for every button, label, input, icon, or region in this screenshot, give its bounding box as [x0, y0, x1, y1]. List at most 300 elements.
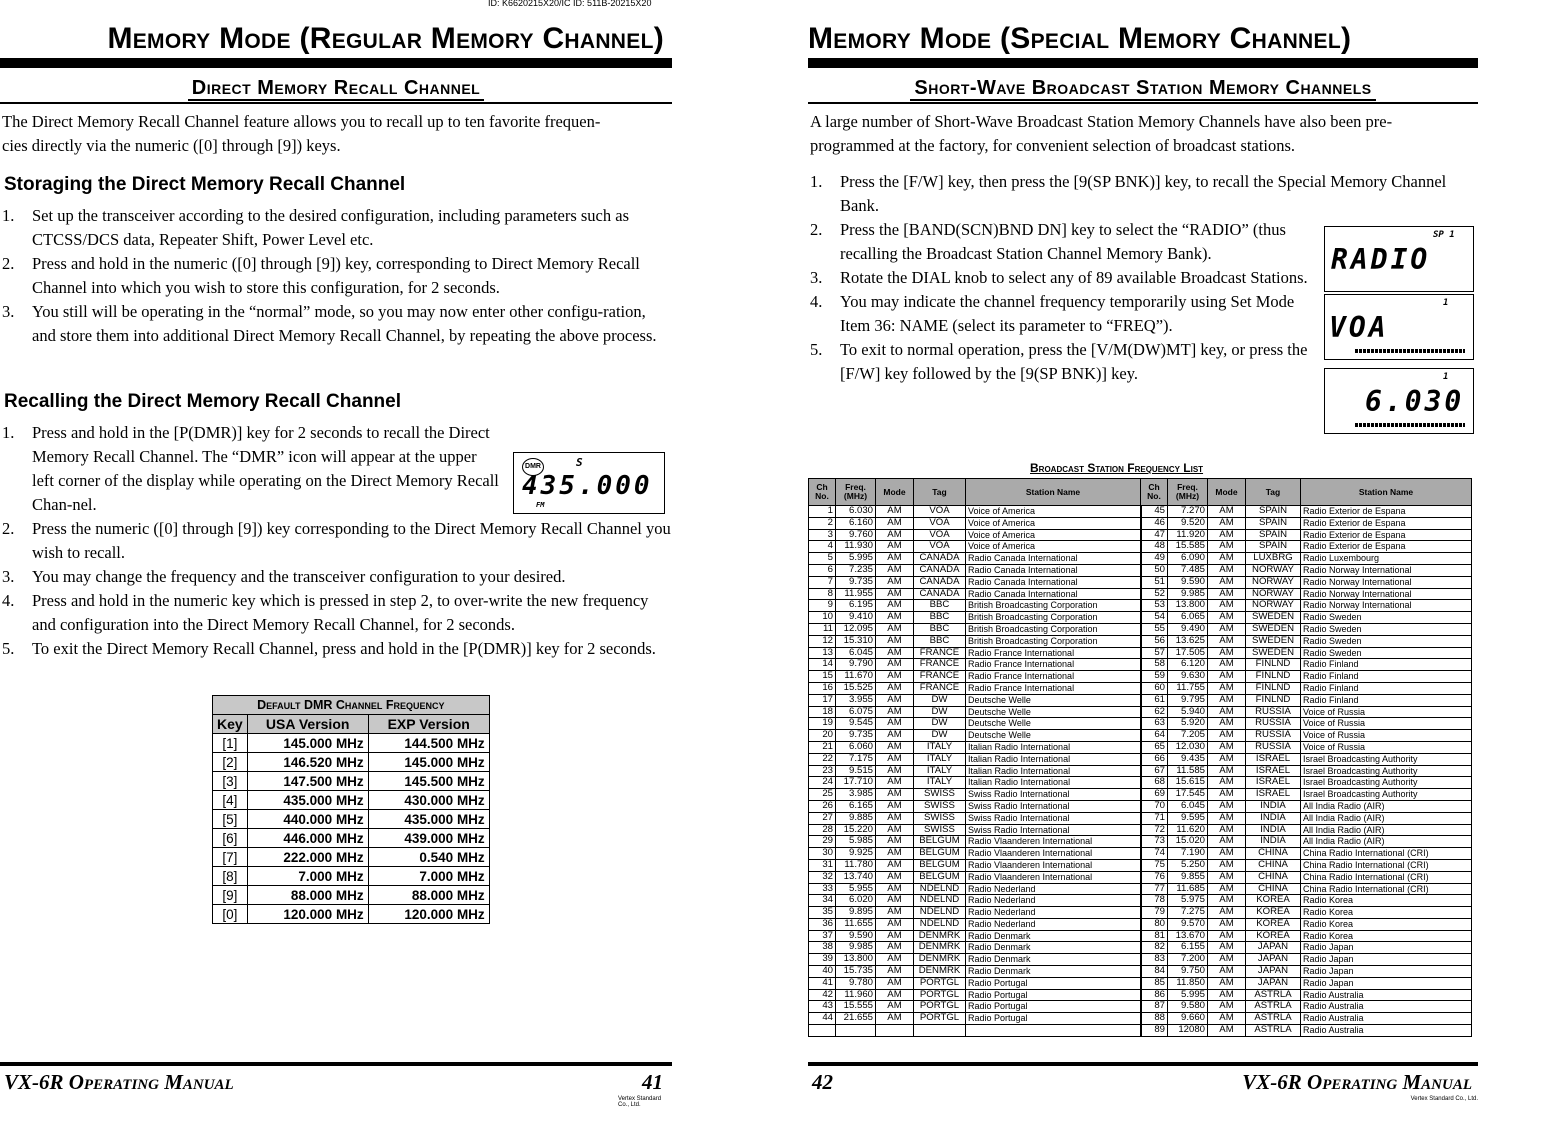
key-cell: [4] — [213, 791, 248, 810]
table-row — [809, 836, 1472, 848]
station-name-cell: Radio Canada International — [966, 576, 1141, 588]
step-text: Press the [F/W] key, then press the [9(SP BNK)] key, to recall the Special Memory Channel Bank. — [840, 172, 1447, 215]
table-row — [809, 883, 1472, 895]
tag-cell: PORTGL — [914, 977, 966, 989]
page-title: Memory Mode (Special Memory Channel) — [808, 22, 1352, 55]
station-name-cell: China Radio International (CRI) — [1301, 871, 1472, 883]
ch-no-cell: 59 — [1141, 671, 1168, 683]
station-name-cell: Radio Sweden — [1301, 623, 1472, 635]
mode-cell: AM — [876, 541, 914, 553]
tag-cell: FRANCE — [914, 682, 966, 694]
freq-cell: 9.855 — [1168, 871, 1208, 883]
ch-no-cell: 18 — [809, 706, 836, 718]
station-name-cell: Italian Radio International — [966, 765, 1141, 777]
tag-cell: BELGUM — [914, 859, 966, 871]
freq-cell: 15.310 — [836, 635, 876, 647]
ch-no-cell: 50 — [1141, 564, 1168, 576]
freq-cell: 9.590 — [836, 930, 876, 942]
tag-cell: ITALY — [914, 777, 966, 789]
station-name-cell: Radio Australia — [1301, 1025, 1472, 1037]
step-item — [0, 565, 672, 589]
ch-no-cell: 54 — [1141, 612, 1168, 624]
ch-no-cell: 80 — [1141, 918, 1168, 930]
ch-no-cell: 62 — [1141, 706, 1168, 718]
station-name-cell: Radio France International — [966, 682, 1141, 694]
ch-no-cell: 4 — [809, 541, 836, 553]
table-row — [809, 966, 1472, 978]
tag-cell: CANADA — [914, 576, 966, 588]
mode-cell: AM — [1208, 506, 1246, 518]
ch-no-cell: 1 — [809, 506, 836, 518]
mode-cell — [876, 1025, 914, 1037]
mode-cell: AM — [1208, 730, 1246, 742]
footer-title: VX-6R Operating Manual — [1242, 1070, 1472, 1094]
tag-cell: NORWAY — [1246, 576, 1301, 588]
tag-cell: RUSSIA — [1246, 718, 1301, 730]
mode-cell: AM — [876, 753, 914, 765]
mode-cell: AM — [1208, 918, 1246, 930]
column-header: Station Name — [966, 479, 1141, 506]
mode-cell: AM — [1208, 836, 1246, 848]
mode-cell: AM — [1208, 848, 1246, 860]
tag-cell: BELGUM — [914, 848, 966, 860]
station-name-cell: Radio Portugal — [966, 977, 1141, 989]
ch-no-cell: 37 — [809, 930, 836, 942]
mode-cell: AM — [1208, 871, 1246, 883]
station-name-cell: Deutsche Welle — [966, 706, 1141, 718]
station-name-cell: All India Radio (AIR) — [1301, 812, 1472, 824]
tag-cell: RUSSIA — [1246, 730, 1301, 742]
tag-cell: SWEDEN — [1246, 623, 1301, 635]
station-name-cell: Voice of Russia — [1301, 730, 1472, 742]
station-name-cell: British Broadcasting Corporation — [966, 612, 1141, 624]
freq-cell: 5.995 — [1168, 989, 1208, 1001]
mode-cell: AM — [876, 588, 914, 600]
tag-cell: CHINA — [1246, 848, 1301, 860]
freq-cell: 13.625 — [1168, 635, 1208, 647]
station-name-cell: Swiss Radio International — [966, 800, 1141, 812]
mode-cell: AM — [1208, 1001, 1246, 1013]
usa-frequency-cell: 7.000 MHz — [247, 867, 368, 886]
station-name-cell: China Radio International (CRI) — [1301, 859, 1472, 871]
freq-cell: 9.410 — [836, 612, 876, 624]
ch-no-cell: 24 — [809, 777, 836, 789]
mode-cell: AM — [1208, 694, 1246, 706]
fcc-id: ID: K6620215X20/IC ID: 511B-20215X20 — [488, 0, 652, 8]
storing-steps — [0, 204, 672, 348]
table-row — [809, 954, 1472, 966]
freq-cell: 9.660 — [1168, 1013, 1208, 1025]
freq-cell: 9.925 — [836, 848, 876, 860]
heading-storing: Storaging the Direct Memory Recall Channel — [4, 174, 406, 195]
mode-cell: AM — [876, 789, 914, 801]
tag-cell: FINLND — [1246, 682, 1301, 694]
table-row — [213, 734, 490, 753]
freq-cell: 9.580 — [1168, 1001, 1208, 1013]
freq-cell: 6.075 — [836, 706, 876, 718]
step-item — [808, 266, 1320, 290]
station-name-cell: Radio France International — [966, 647, 1141, 659]
step-text: Rotate the DIAL knob to select any of 89 available Broadcast Stations. — [840, 268, 1308, 287]
freq-cell: 21.655 — [836, 1013, 876, 1025]
mode-cell: AM — [1208, 635, 1246, 647]
table-row — [809, 588, 1472, 600]
station-name-cell: China Radio International (CRI) — [1301, 883, 1472, 895]
station-name-cell — [966, 1025, 1141, 1037]
freq-cell: 11.955 — [836, 588, 876, 600]
tag-cell: DENMRK — [914, 954, 966, 966]
lcd-small-label: SP 1 — [1433, 230, 1455, 240]
mode-cell: AM — [876, 659, 914, 671]
freq-cell: 13.800 — [1168, 600, 1208, 612]
mode-cell: AM — [876, 741, 914, 753]
page-title: Memory Mode (Regular Memory Channel) — [107, 22, 664, 55]
ch-no-cell: 14 — [809, 659, 836, 671]
table-row — [809, 682, 1472, 694]
station-name-cell: Radio Finland — [1301, 682, 1472, 694]
left-page — [0, 0, 672, 1130]
freq-cell: 9.760 — [836, 529, 876, 541]
step-item — [0, 252, 672, 300]
tag-cell: SWISS — [914, 800, 966, 812]
ch-no-cell: 78 — [1141, 895, 1168, 907]
station-name-cell: Radio Japan — [1301, 954, 1472, 966]
freq-cell: 17.545 — [1168, 789, 1208, 801]
table-row — [809, 659, 1472, 671]
step-text: Press and hold in the numeric key which is pressed in step 2, to over-write the new frequency and configuration into the Direct Memory Recall Channel, for 2 seconds. — [32, 591, 649, 634]
mode-cell: AM — [876, 623, 914, 635]
freq-cell: 6.060 — [836, 741, 876, 753]
tag-cell: SWISS — [914, 789, 966, 801]
ch-no-cell: 87 — [1141, 1001, 1168, 1013]
tag-cell: NORWAY — [1246, 600, 1301, 612]
tag-cell: BBC — [914, 600, 966, 612]
step-text: Press and hold in the numeric ([0] through [9]) key, corresponding to Direct Memory Recall Channel into which you wish to store this configuration, for 2 seconds. — [32, 254, 640, 297]
usa-frequency-cell: 435.000 MHz — [247, 791, 368, 810]
lcd-signal-bar — [1355, 349, 1465, 353]
freq-cell: 9.545 — [836, 718, 876, 730]
station-name-cell: Radio Canada International — [966, 553, 1141, 565]
ch-no-cell: 16 — [809, 682, 836, 694]
step-item — [808, 218, 1320, 266]
usa-frequency-cell: 446.000 MHz — [247, 829, 368, 848]
ch-no-cell: 40 — [809, 966, 836, 978]
station-name-cell: Swiss Radio International — [966, 824, 1141, 836]
ch-no-cell: 57 — [1141, 647, 1168, 659]
freq-cell: 12.030 — [1168, 741, 1208, 753]
lcd-main-text: RADIO — [1331, 243, 1431, 276]
key-cell: [7] — [213, 848, 248, 867]
tag-cell: VOA — [914, 506, 966, 518]
mode-cell: AM — [1208, 989, 1246, 1001]
tag-cell: ITALY — [914, 753, 966, 765]
intro-paragraph: The Direct Memory Recall Channel feature allows you to recall up to ten favorite frequen- cies directly via the numeric ([0] through [9]) keys. — [2, 112, 601, 155]
ch-no-cell: 17 — [809, 694, 836, 706]
mode-cell: AM — [1208, 623, 1246, 635]
station-name-cell: Israel Broadcasting Authority — [1301, 765, 1472, 777]
tag-cell: SPAIN — [1246, 541, 1301, 553]
ch-no-cell: 48 — [1141, 541, 1168, 553]
column-header: Freq. (MHz) — [836, 479, 876, 506]
station-name-cell: British Broadcasting Corporation — [966, 600, 1141, 612]
freq-cell: 6.160 — [836, 517, 876, 529]
tag-cell: JAPAN — [1246, 954, 1301, 966]
freq-cell: 9.490 — [1168, 623, 1208, 635]
column-header: Tag — [914, 479, 966, 506]
station-name-cell: Radio Japan — [1301, 977, 1472, 989]
tag-cell: FINLND — [1246, 659, 1301, 671]
table-row — [213, 753, 490, 772]
freq-cell: 7.200 — [1168, 954, 1208, 966]
mode-cell: AM — [876, 918, 914, 930]
mode-cell: AM — [1208, 647, 1246, 659]
tag-cell: CHINA — [1246, 859, 1301, 871]
station-name-cell: Israel Broadcasting Authority — [1301, 753, 1472, 765]
right-page — [808, 0, 1478, 1130]
freq-cell: 9.780 — [836, 977, 876, 989]
mode-cell: AM — [1208, 517, 1246, 529]
tag-cell — [914, 1025, 966, 1037]
column-header: Freq. (MHz) — [1168, 479, 1208, 506]
ch-no-cell: 64 — [1141, 730, 1168, 742]
lcd-s-label: S — [576, 456, 583, 469]
station-name-cell: Radio Denmark — [966, 954, 1141, 966]
freq-cell: 11.850 — [1168, 977, 1208, 989]
key-cell: [0] — [213, 905, 248, 924]
mode-cell: AM — [876, 907, 914, 919]
table-row — [809, 623, 1472, 635]
mode-cell: AM — [876, 966, 914, 978]
tag-cell: BBC — [914, 635, 966, 647]
key-cell: [5] — [213, 810, 248, 829]
ch-no-cell: 46 — [1141, 517, 1168, 529]
step-item — [0, 421, 502, 517]
mode-cell: AM — [1208, 753, 1246, 765]
table-row — [809, 671, 1472, 683]
ch-no-cell: 42 — [809, 989, 836, 1001]
page-number: 42 — [812, 1070, 833, 1094]
station-name-cell: Radio Exterior de Espana — [1301, 529, 1472, 541]
dmr-frequency-table — [212, 695, 490, 924]
station-name-cell: Radio Portugal — [966, 989, 1141, 1001]
mode-cell: AM — [876, 576, 914, 588]
step-number: 5. — [810, 340, 823, 359]
tag-cell: FINLND — [1246, 694, 1301, 706]
mode-cell: AM — [876, 812, 914, 824]
step-item — [0, 300, 672, 348]
station-name-cell: China Radio International (CRI) — [1301, 848, 1472, 860]
mode-cell: AM — [1208, 859, 1246, 871]
mode-cell: AM — [1208, 541, 1246, 553]
ch-no-cell: 8 — [809, 588, 836, 600]
key-cell: [2] — [213, 753, 248, 772]
ch-no-cell: 19 — [809, 718, 836, 730]
exp-frequency-cell: 7.000 MHz — [368, 867, 489, 886]
lcd-main-text: VOA — [1329, 311, 1389, 344]
tag-cell: ITALY — [914, 741, 966, 753]
section-title: Direct Memory Recall Channel — [0, 77, 672, 100]
station-name-cell: British Broadcasting Corporation — [966, 635, 1141, 647]
ch-no-cell: 81 — [1141, 930, 1168, 942]
ch-no-cell: 82 — [1141, 942, 1168, 954]
station-name-cell: Swiss Radio International — [966, 812, 1141, 824]
table-row — [809, 871, 1472, 883]
tag-cell: RUSSIA — [1246, 741, 1301, 753]
step-item — [0, 517, 672, 565]
mode-cell: AM — [876, 895, 914, 907]
ch-no-cell: 73 — [1141, 836, 1168, 848]
tag-cell: SWEDEN — [1246, 612, 1301, 624]
exp-frequency-cell: 0.540 MHz — [368, 848, 489, 867]
ch-no-cell: 39 — [809, 954, 836, 966]
usa-frequency-cell: 146.520 MHz — [247, 753, 368, 772]
freq-cell: 11.930 — [836, 541, 876, 553]
tag-cell: CANADA — [914, 564, 966, 576]
freq-cell: 9.595 — [1168, 812, 1208, 824]
freq-cell: 15.585 — [1168, 541, 1208, 553]
ch-no-cell: 26 — [809, 800, 836, 812]
freq-cell: 11.685 — [1168, 883, 1208, 895]
step-text: Press the [BAND(SCN)BND DN] key to select the “RADIO” (thus recalling the Broadcast Station Channel Memory Bank). — [840, 220, 1286, 263]
usa-frequency-cell: 440.000 MHz — [247, 810, 368, 829]
step-item — [808, 290, 1320, 338]
ch-no-cell: 32 — [809, 871, 836, 883]
ch-no-cell: 89 — [1141, 1025, 1168, 1037]
ch-no-cell: 70 — [1141, 800, 1168, 812]
mode-cell: AM — [876, 600, 914, 612]
freq-cell: 11.670 — [836, 671, 876, 683]
mode-cell: AM — [876, 517, 914, 529]
step-text: You still will be operating in the “normal” mode, so you may now enter other configu-ration, and store them into additional Direct Memory Recall Channel, by repeating the above process. — [32, 302, 657, 345]
heading-recalling: Recalling the Direct Memory Recall Channel — [4, 391, 402, 412]
table-row — [809, 824, 1472, 836]
ch-no-cell: 10 — [809, 612, 836, 624]
tag-cell: CHINA — [1246, 883, 1301, 895]
table-row — [213, 791, 490, 810]
mode-cell: AM — [876, 930, 914, 942]
ch-no-cell: 72 — [1141, 824, 1168, 836]
table-row — [809, 907, 1472, 919]
ch-no-cell: 45 — [1141, 506, 1168, 518]
ch-no-cell: 55 — [1141, 623, 1168, 635]
tag-cell: ISRAEL — [1246, 753, 1301, 765]
mode-cell: AM — [1208, 553, 1246, 565]
station-name-cell: Radio Exterior de Espana — [1301, 517, 1472, 529]
footer-rule — [0, 1062, 672, 1066]
station-name-cell: Radio Canada International — [966, 588, 1141, 600]
key-cell: [3] — [213, 772, 248, 791]
tag-cell: RUSSIA — [1246, 706, 1301, 718]
station-name-cell: Radio Nederland — [966, 918, 1141, 930]
mode-cell: AM — [876, 942, 914, 954]
ch-no-cell: 41 — [809, 977, 836, 989]
table-row — [809, 1013, 1472, 1025]
table-row — [809, 942, 1472, 954]
mode-cell: AM — [876, 859, 914, 871]
ch-no-cell: 34 — [809, 895, 836, 907]
tag-cell: SWEDEN — [1246, 635, 1301, 647]
station-name-cell: All India Radio (AIR) — [1301, 836, 1472, 848]
mode-cell: AM — [876, 989, 914, 1001]
freq-cell: 5.975 — [1168, 895, 1208, 907]
tag-cell: JAPAN — [1246, 977, 1301, 989]
mode-cell: AM — [876, 706, 914, 718]
station-name-cell: Radio Nederland — [966, 907, 1141, 919]
station-name-cell: Radio Australia — [1301, 989, 1472, 1001]
tag-cell: BBC — [914, 623, 966, 635]
freq-cell: 9.590 — [1168, 576, 1208, 588]
station-name-cell: Radio Finland — [1301, 659, 1472, 671]
step-number: 2. — [2, 519, 15, 538]
ch-no-cell: 74 — [1141, 848, 1168, 860]
exp-frequency-cell: 88.000 MHz — [368, 886, 489, 905]
table-row — [809, 741, 1472, 753]
section-rule — [0, 102, 672, 104]
ch-no-cell: 68 — [1141, 777, 1168, 789]
mode-cell: AM — [1208, 800, 1246, 812]
mode-cell: AM — [1208, 824, 1246, 836]
step-text: Set up the transceiver according to the desired configuration, including parameters such as CTCSS/DCS data, Repeater Shift, Power Level etc. — [32, 206, 630, 249]
mode-cell: AM — [876, 824, 914, 836]
column-header: Ch No. — [809, 479, 836, 506]
station-name-cell: Deutsche Welle — [966, 694, 1141, 706]
tag-cell: ASTRLA — [1246, 1025, 1301, 1037]
tag-cell: JAPAN — [1246, 966, 1301, 978]
station-name-cell: Italian Radio International — [966, 741, 1141, 753]
tag-cell: ISRAEL — [1246, 789, 1301, 801]
tag-cell: DW — [914, 694, 966, 706]
station-name-cell: Voice of Russia — [1301, 741, 1472, 753]
station-name-cell: Radio Vlaanderen International — [966, 836, 1141, 848]
station-name-cell: Deutsche Welle — [966, 718, 1141, 730]
title-rule — [0, 58, 672, 68]
freq-cell: 5.250 — [1168, 859, 1208, 871]
table-row — [213, 772, 490, 791]
lcd-radio-display — [1324, 226, 1474, 292]
step-number: 2. — [2, 254, 15, 273]
station-name-cell: Radio France International — [966, 671, 1141, 683]
table-row — [213, 848, 490, 867]
ch-no-cell: 53 — [1141, 600, 1168, 612]
table-row — [809, 918, 1472, 930]
freq-cell: 13.670 — [1168, 930, 1208, 942]
ch-no-cell: 76 — [1141, 871, 1168, 883]
station-name-cell: Israel Broadcasting Authority — [1301, 789, 1472, 801]
step-text: You may change the frequency and the transceiver configuration to your desired. — [32, 567, 566, 586]
dmr-col-key: Key — [213, 715, 248, 734]
key-cell: [1] — [213, 734, 248, 753]
station-name-cell: Radio Norway International — [1301, 576, 1472, 588]
station-name-cell: Radio Korea — [1301, 918, 1472, 930]
table-row — [213, 829, 490, 848]
freq-cell: 6.030 — [836, 506, 876, 518]
intro-paragraph: A large number of Short-Wave Broadcast Station Memory Channels have also been pre- programmed at the factory, for convenient selection of broadcast stations. — [810, 112, 1393, 155]
tag-cell: PORTGL — [914, 1013, 966, 1025]
station-name-cell: Deutsche Welle — [966, 730, 1141, 742]
key-cell: [6] — [213, 829, 248, 848]
tag-cell: CANADA — [914, 553, 966, 565]
freq-cell: 5.995 — [836, 553, 876, 565]
dmr-table-caption: Default DMR Channel Frequency — [213, 696, 490, 715]
broadcast-station-table — [808, 478, 1472, 1037]
table-row — [213, 867, 490, 886]
freq-cell: 17.710 — [836, 777, 876, 789]
mode-cell: AM — [1208, 682, 1246, 694]
ch-no-cell: 47 — [1141, 529, 1168, 541]
table-row — [809, 848, 1472, 860]
tag-cell: FRANCE — [914, 671, 966, 683]
tag-cell: INDIA — [1246, 800, 1301, 812]
